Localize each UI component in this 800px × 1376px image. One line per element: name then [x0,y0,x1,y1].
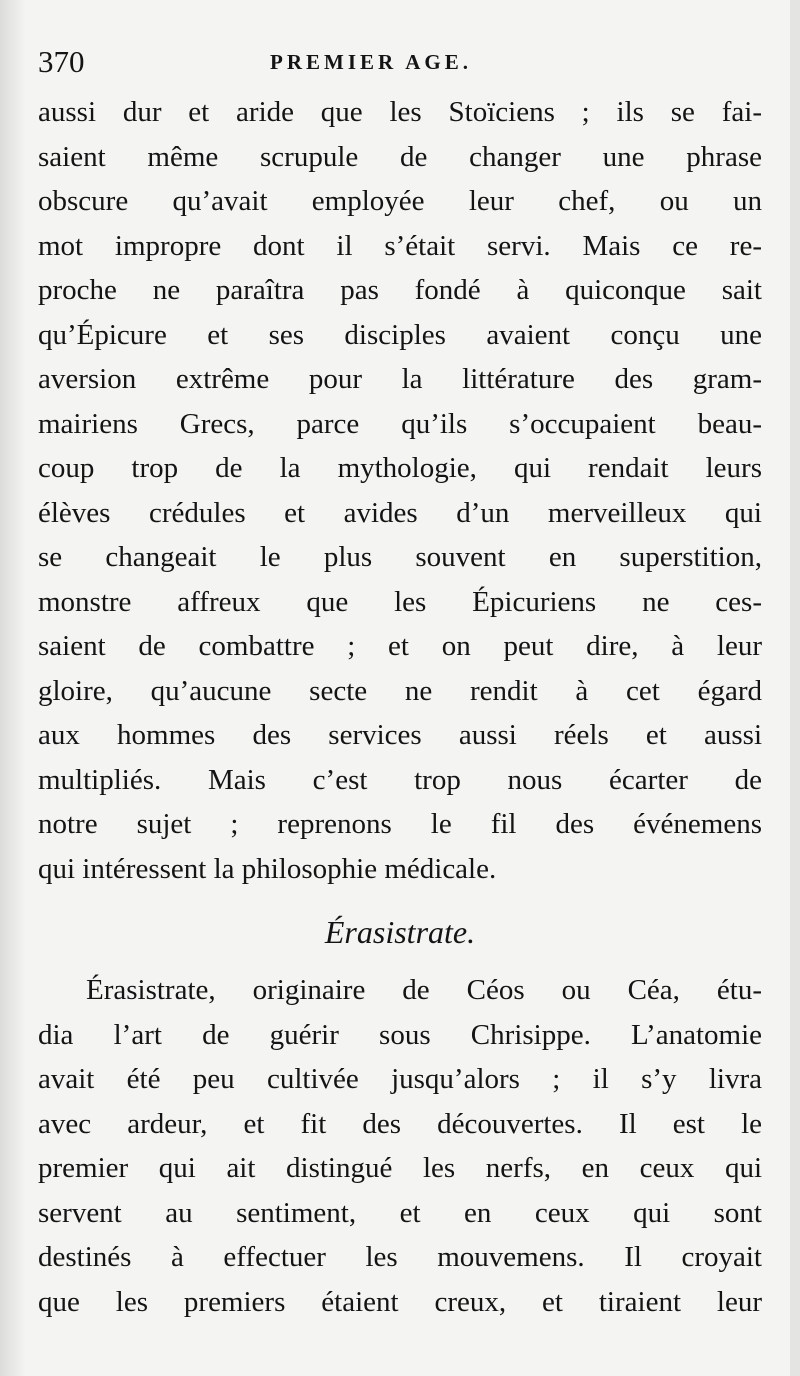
text-line: gloire, qu’aucune secte ne rendit à cet égard [38,674,762,707]
text-line: dia l’art de guérir sous Chrisippe. L’anatomie [38,1018,762,1051]
text-line: obscure qu’avait employée leur chef, ou un [38,185,762,217]
text-line: élèves crédules et avides d’un merveilleux qui [38,496,762,529]
text-line: Érasistrate, originaire de Céos ou Céa, étu- [86,974,762,1006]
paragraph-2 [38,968,762,1324]
text-line: qu’Épicure et ses disciples avaient conçu une [38,318,762,351]
text-line: aversion extrême pour la littérature des gram- [38,363,762,395]
running-head [38,44,758,84]
text-line: saient de combattre ; et on peut dire, à leur [38,630,762,662]
text-line: que les premiers étaient creux, et tiraient leur [38,1285,762,1318]
text-line: coup trop de la mythologie, qui rendait leurs [38,452,762,484]
section-heading: Érasistrate. [324,914,476,950]
text-line: multipliés. Mais c’est trop nous écarter de [38,763,762,796]
text-line: mot impropre dont il s’était servi. Mais ce re- [38,229,762,262]
running-title: PREMIER AGE. [270,50,473,74]
text-line: avait été peu cultivée jusqu’alors ; il s’y livra [38,1063,762,1095]
text-line: notre sujet ; reprenons le fil des événemens [38,808,762,840]
text-line: aussi dur et aride que les Stoïciens ; ils se fai- [38,96,762,128]
page-number: 370 [38,44,85,79]
text-line: proche ne paraîtra pas fondé à quiconque sait [38,274,762,306]
text-line: destinés à effectuer les mouvemens. Il croyait [38,1241,762,1273]
text-line: avec ardeur, et fit des découvertes. Il est le [38,1107,762,1140]
text-line: saient même scrupule de changer une phrase [38,140,762,173]
text-line: servent au sentiment, et en ceux qui sont [38,1196,762,1229]
paragraph-1 [38,90,762,891]
text-line: aux hommes des services aussi réels et aussi [38,719,762,751]
text-line: premier qui ait distingué les nerfs, en ceux qui [38,1152,762,1184]
text-line: qui intéressent la philosophie médicale. [38,852,497,885]
text-line: monstre affreux que les Épicuriens ne ces- [38,585,762,618]
text-line: se changeait le plus souvent en superstition, [38,541,762,573]
text-line: mairiens Grecs, parce qu’ils s’occupaient beau- [38,407,762,440]
